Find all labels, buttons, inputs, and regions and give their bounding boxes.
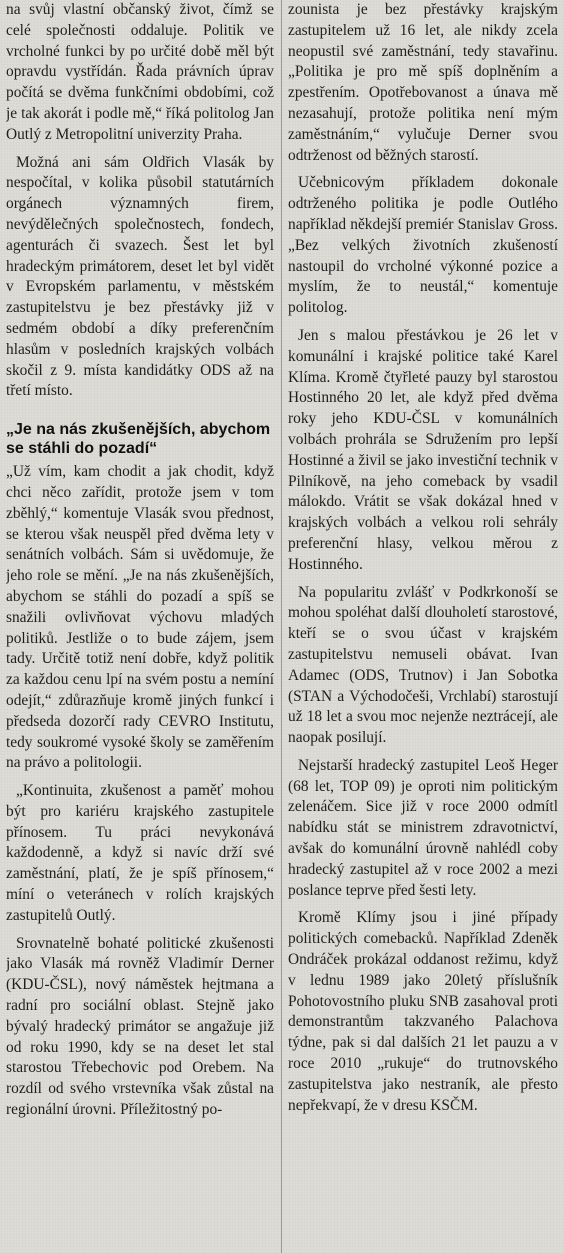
- article-paragraph: Nejstarší hradecký zastupitel Leoš Heger (68 let, TOP 09) je oproti nim politickým zelenáčem. Sice již v roce 2000 odmítl nabídku stát se ministrem zdravotnictví, avšak do komunální úrovně nahlédl coby hradecký zastupitel až v roce 2002 a mezi poslance teprve před šesti lety.: [288, 756, 558, 899]
- article-column-left: [6, 0, 274, 1253]
- article-paragraph: „Už vím, kam chodit a jak chodit, když chci něco zařídit, protože jsem v tom zběhlý,“ komentuje Vlasák svou přednost, se kterou však neuspěl před dvěma lety v senátních volbách. Sám si uvědomuje, že jeho role se mění. „Je na nás zkušenějších, abychom se stáhli do pozadí a spíš se snažili ovlivňovat výchovu mladých politiků. Jestliže o to bude zájem, jsem tady. Určitě totiž není dobře, když politik za každou cenu lpí na svém postu a nemíní odejít,“ zdůrazňuje kromě jiných funkcí i předseda dozorčí rady CEVRO Institutu, tedy soukromé vysoké školy se zaměřením na právo a politologii.: [6, 463, 274, 772]
- column-divider: [281, 0, 282, 1253]
- article-column-right: [288, 0, 558, 1253]
- article-paragraph: na svůj vlastní občanský život, čímž se celé společnosti oddaluje. Politik ve vrcholné funkci by po určité době měl být opravdu vystřídán. Řada právních úprav počítá se dvěma funkčními obdobími, což je tak akorát i podle mě,“ říká politolog Jan Outlý z Metropolitní univerzity Praha.: [6, 1, 274, 143]
- article-paragraph: Kromě Klímy jsou i jiné případy politických comebacků. Například Zdeněk Ondráček prokázal oddanost režimu, když v lednu 1989 jako 20letý příslušník Pohotovostního pluku SNB zasahoval proti demonstrantům takzvaného Palachova týdne, pak si dal dalších 21 let pauzu a v roce 2010 „rukuje“ do trutnovského zastupitelstva jako nestraník, ale přesto nepřekvapí, že v dresu KSČM.: [288, 909, 558, 1114]
- section-heading: „Je na nás zkušenějších, abychom se stáhli do pozadí“: [6, 421, 271, 458]
- article-paragraph: Na popularitu zvlášť v Podkrkonoší se mohou spoléhat další dlouholetí starostové, kteří se o svou účast v krajském zastupitelstvu nemuseli obávat. Ivan Adamec (ODS, Trutnov) i Jan Sobotka (STAN a Východočeši, Vrchlabí) starostují už 18 let a svou moc nejenže neztrácejí, ale naopak posilují.: [288, 583, 558, 747]
- article-paragraph: Možná ani sám Oldřich Vlasák by nespočítal, v kolika působil statutárních orgánech významných firem, nevýdělečných společnostech, fondech, agenturách či svazech. Šest let byl hradeckým primátorem, deset let byl vidět v Evropském parlamentu, v městském zastupitelstvu je bez přestávky již v sedmém období a díky preferenčním hlasům v posledních krajských volbách skočil z 9. místa kandidátky ODS až na třetí místo.: [6, 153, 274, 400]
- article-paragraph: Srovnatelně bohaté politické zkušenosti jako Vlasák má rovněž Vladimír Derner (KDU-ČSL), nový náměstek hejtmana a radní pro sociální oblast. Stejně jako bývalý hradecký primátor se angažuje již od roku 1990, kdy se na deset let stal starostou Třebechovic pod Orebem. Na rozdíl od svého vrstevníka však zůstal na regionální úrovni. Příležitostný po-: [6, 934, 274, 1119]
- article-paragraph: Učebnicovým příkladem dokonale odtrženého politika je podle Outlého například někdejší premiér Stanislav Gross. „Bez velkých životních zkušeností nastoupil do vrcholné výkonné pozice a myslím, že to neustál,“ komentuje politolog.: [288, 174, 558, 317]
- article-paragraph: Jen s malou přestávkou je 26 let v komunální i krajské politice také Karel Klíma. Kromě čtyřleté pauzy byl starostou Hostinného 20 let, ale když před dvěma roky jeho KDU-ČSL v komunálních volbách prohrála se Sdružením pro lepší Hostinné a živil se jako investiční technik v Pilníkově, na jeho comeback by vsadil málokdo. Vrátit se však dokázal hned v krajských volbách a velkou roli sehrály preferenční hlasy, velkou měrou z Hostinného.: [288, 326, 558, 573]
- article-paragraph: „Kontinuita, zkušenost a paměť mohou být pro kariéru krajského zastupitele přínosem. Tu práci nevykonává každodenně, a když si navíc drží své zaměstnání, platí, že je spíš přínosem,“ míní o veteránech v rolích krajských zastupitelů Outlý.: [6, 782, 274, 924]
- article-paragraph: zounista je bez přestávky krajským zastupitelem už 16 let, ale nikdy zcela neopustil své zaměstnání, tedy stavařinu. „Politika je pro mě spíš doplněním a zpestřením. Opotřebovanost a únava mě nezasahují, protože politika není mým zaměstnáním,“ vylučuje Derner svou odtrženost od běžných starostí.: [288, 1, 558, 164]
